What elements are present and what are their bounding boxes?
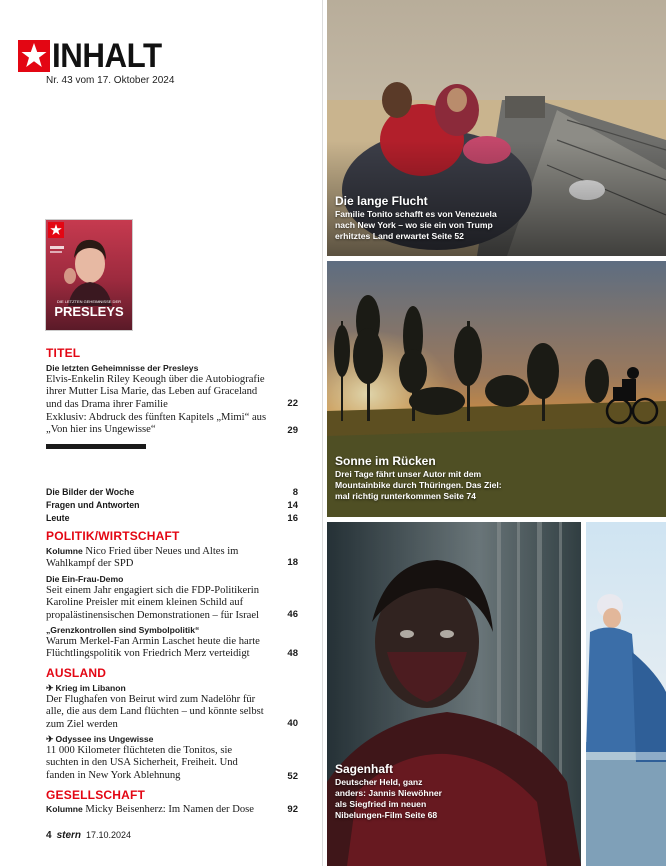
toc-item-lead: Kolumne	[46, 804, 83, 814]
toc-item-headline: Die letzten Geheimnisse der Presleys	[46, 363, 199, 373]
toc-item[interactable]	[46, 803, 298, 816]
feature-image-water[interactable]	[586, 522, 666, 866]
toc-item[interactable]	[46, 573, 298, 622]
stern-logo-icon	[18, 40, 50, 72]
toc-item-headline: Krieg im Libanon	[55, 683, 126, 693]
toc-page-number[interactable]: 46	[287, 609, 298, 620]
masthead	[18, 37, 171, 75]
column-divider	[322, 0, 323, 866]
toc-item-fragen[interactable]: Fragen und Antworten	[46, 500, 140, 510]
feature-page-ref[interactable]: Seite 52	[431, 231, 464, 241]
toc-page-number[interactable]: 22	[287, 398, 298, 409]
section-heading-politik: POLITIK/WIRTSCHAFT	[46, 529, 180, 543]
toc-item-text: Elvis-Enkelin Riley Keough über die Autobiografie ihrer Mutter Lisa Marie, das Leben auf Graceland und das Drama ihrer Familie	[46, 374, 265, 410]
toc-item-text: Seit einem Jahr engagiert sich die FDP-Politikerin Karoline Preisler mit einem kleinen Schild auf propalästinensischen Demonstrationen – für Israel	[46, 585, 260, 621]
toc-page-number[interactable]: 29	[287, 425, 298, 436]
toc-item[interactable]	[46, 682, 298, 731]
section-heading-gesellschaft: GESELLSCHAFT	[46, 788, 146, 802]
toc-page-number[interactable]: 48	[287, 648, 298, 659]
footer-date: 17.10.2024	[86, 830, 132, 840]
divider	[46, 444, 146, 449]
toc-item-bilder[interactable]: Die Bilder der Woche	[46, 487, 135, 497]
toc-page-number[interactable]: 16	[287, 513, 298, 524]
toc-page-number[interactable]: 40	[287, 718, 298, 729]
toc-item[interactable]	[46, 362, 298, 411]
toc-item-text: Der Flughafen von Beirut wird zum Nadelöhr für alle, die aus dem Land flüchten – und könnte selbst zum Ziel werden	[46, 694, 264, 730]
feature-page-ref[interactable]: Seite 74	[443, 491, 476, 501]
page-footer	[46, 830, 131, 841]
feature-text: Familie Tonito schafft es von Venezuela nach New York – wo sie ein von Trump erhitztes Land erwartet	[335, 209, 497, 241]
toc-item-text: Nico Fried über Neues und Altes im Wahlkampf der SPD	[46, 546, 239, 570]
feature-image-sagenhaft[interactable]	[327, 522, 581, 866]
issue-line: Nr. 43 vom 17. Oktober 2024	[46, 75, 175, 86]
plane-icon: ✈	[46, 683, 54, 693]
page-title: INHALT	[52, 37, 162, 75]
section-heading-ausland: AUSLAND	[46, 666, 107, 680]
feature-title: Die lange Flucht	[335, 194, 428, 208]
toc-item[interactable]	[46, 545, 298, 571]
toc-item[interactable]	[46, 412, 298, 437]
footer-page-number: 4	[46, 830, 52, 841]
footer-brand: stern	[56, 830, 82, 841]
toc-page-number[interactable]: 52	[287, 771, 298, 782]
toc-item[interactable]	[46, 624, 298, 661]
toc-page-number[interactable]: 92	[287, 804, 298, 815]
feature-page-ref[interactable]: Seite 68	[404, 810, 438, 820]
feature-text: Drei Tage fährt unser Autor mit dem Mountainbike durch Thüringen. Das Ziel: mal richtig runterkommen	[335, 469, 502, 501]
cover-headline: PRESLEYS	[54, 304, 124, 319]
toc-item-text: Exklusiv: Abdruck des fünften Kapitels „Mimi“ aus „Von hier ins Ungewisse“	[46, 412, 267, 436]
toc-page-number[interactable]: 8	[292, 487, 298, 498]
toc-item-headline: Odyssee ins Ungewisse	[55, 734, 154, 744]
toc-item-headline: Die Ein-Frau-Demo	[46, 574, 124, 584]
feature-image-flucht[interactable]	[327, 0, 666, 256]
feature-title: Sonne im Rücken	[335, 454, 436, 468]
feature-image-sonne[interactable]	[327, 261, 666, 517]
toc-item-lead: Kolumne	[46, 546, 83, 556]
cover-kicker: DIE LETZTEN GEHEIMNISSE DER	[56, 299, 122, 304]
toc-item-text: Micky Beisenherz: Im Namen der Dose	[85, 804, 254, 815]
feature-title: Sagenhaft	[335, 762, 394, 776]
toc-item-headline: „Grenzkontrollen sind Symbolpolitik“	[46, 625, 200, 635]
toc-item-text: 11 000 Kilometer flüchteten die Tonitos, sie suchten in den USA Sicherheit, Freiheit. Und fanden in New York Ablehnung	[46, 745, 238, 781]
toc-page-number[interactable]: 14	[287, 500, 298, 511]
toc-item-leute[interactable]: Leute	[46, 513, 70, 523]
section-heading-titel: TITEL	[46, 346, 81, 360]
cover-thumbnail[interactable]	[46, 220, 132, 330]
toc-page-number[interactable]: 18	[287, 557, 298, 568]
toc-item[interactable]	[46, 733, 298, 782]
feature-text: Deutscher Held, ganz anders: Jannis Niewöhner als Siegfried im neuen Nibelungen-Film	[335, 777, 442, 820]
toc-item-text: Warum Merkel-Fan Armin Laschet heute die harte Flüchtlingspolitik von Friedrich Merz verteidigt	[46, 636, 260, 660]
plane-icon: ✈	[46, 734, 54, 744]
